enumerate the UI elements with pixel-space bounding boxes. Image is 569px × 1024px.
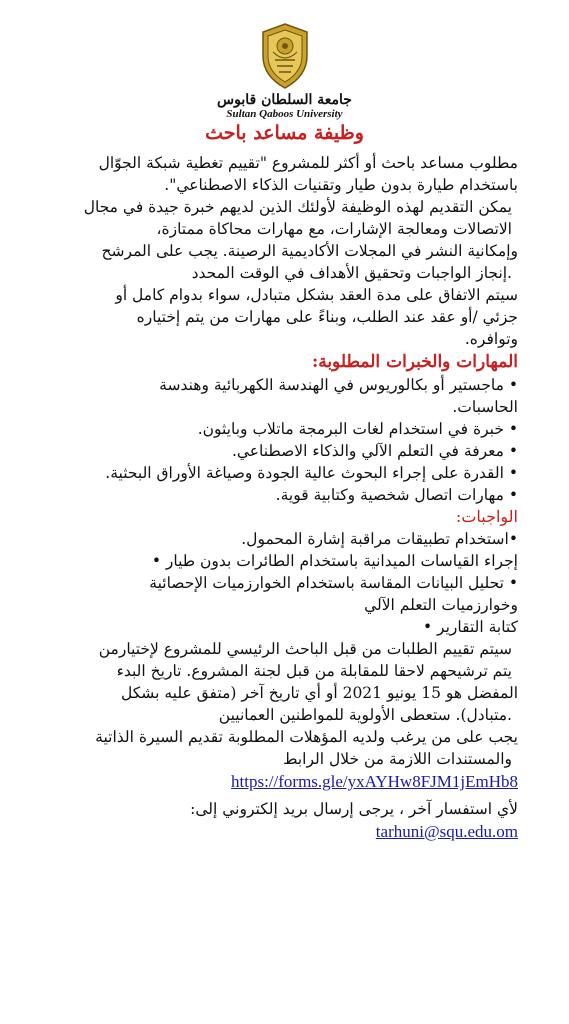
selection-line: المفضل هو 15 يونيو 2021 أو أي تاريخ آخر (متفق عليه بشكل — [120, 684, 518, 702]
duties-item: كتابة التقارير • — [422, 618, 518, 636]
duties-heading: الواجبات: — [455, 507, 518, 526]
skills-item: • خبرة في استخدام لغات البرمجة ماتلاب وبايثون. — [197, 420, 518, 438]
intro-line: يمكن التقديم لهذه الوظيفة لأولئك الذين لديهم خبرة جيدة في مجال — [83, 198, 512, 216]
document-body — [44, 152, 518, 844]
contact-text: لأي استفسار آخر ، يرجى إرسال بريد إلكتروني إلى: — [190, 800, 518, 818]
application-form-link[interactable]: https://forms.gle/yxAYHw8FJM1jEmHb8 — [231, 772, 518, 791]
skills-item: • مهارات اتصال شخصية وكتابية قوية. — [275, 486, 518, 504]
contact-email-link[interactable]: tarhuni@squ.edu.om — [375, 822, 518, 841]
intro-line: وتوافره. — [464, 330, 518, 348]
skills-heading: المهارات والخبرات المطلوبة: — [311, 352, 518, 372]
selection-line: سيتم تقييم الطلبات من قبل الباحث الرئيسي للمشروع لإختيارمن — [98, 640, 512, 658]
apply-line: والمستندات اللازمة من خلال الرابط — [283, 750, 512, 768]
skills-item: • ماجستير أو بكالوريوس في الهندسة الكهربائية وهندسة — [159, 376, 518, 394]
intro-line: مطلوب مساعد باحث أو أكثر للمشروع "تقييم تغطية شبكة الجوّال — [98, 154, 518, 172]
contact-email-row — [44, 820, 518, 844]
duties-item: وخوارزميات التعلم الآلي — [364, 596, 518, 614]
intro-line: باستخدام طيارة بدون طيار وتقنيات الذكاء الاصطناعي". — [164, 176, 518, 194]
duties-item: •استخدام تطبيقات مراقبة إشارة المحمول. — [241, 530, 518, 548]
page-title: وظيفة مساعد باحث — [205, 122, 364, 144]
university-name-arabic: جامعة السلطان قابوس — [217, 92, 352, 108]
duties-list — [44, 528, 518, 638]
intro-line: الاتصالات ومعالجة الإشارات، مع مهارات محاكاة ممتازة، — [156, 220, 512, 238]
intro-line: .إنجاز الواجبات وتحقيق الأهداف في الوقت المحدد — [191, 264, 512, 282]
duties-item: • تحليل البيانات المقاسة باستخدام الخوارزميات الإحصائية — [149, 574, 518, 592]
skills-item: الحاسبات. — [452, 398, 518, 416]
apply-line: يجب على من يرغب ولديه المؤهلات المطلوبة تقديم السيرة الذاتية — [95, 728, 518, 746]
university-name-english: Sultan Qaboos University — [226, 108, 343, 120]
skills-item: • القدرة على إجراء البحوث عالية الجودة وصياغة الأوراق البحثية. — [105, 464, 518, 482]
skills-item: • معرفة في التعلم الآلي والذكاء الاصطناعي. — [231, 442, 518, 460]
header — [0, 22, 569, 121]
duties-item: إجراء القياسات الميدانية باستخدام الطائرات بدون طيار • — [151, 552, 518, 570]
university-crest-icon — [257, 22, 313, 90]
selection-line: .متبادل). ستعطى الأولوية للمواطنين العمانيين — [218, 706, 512, 724]
intro-line: سيتم الاتفاق على مدة العقد بشكل متبادل، سواء بدوام كامل أو — [115, 286, 518, 304]
intro-line: وإمكانية النشر في المجلات الأكاديمية الرصينة. يجب على المرشح — [101, 242, 518, 260]
selection-line: يتم ترشيحهم لاحقا للمقابلة من قبل لجنة المشروع. تاريخ البدء — [116, 662, 512, 680]
application-form-link-row — [44, 770, 518, 794]
skills-list — [44, 374, 518, 506]
intro-line: جزئي /أو عقد عند الطلب، وبناءً على مهارات من يتم إختياره — [136, 308, 518, 326]
